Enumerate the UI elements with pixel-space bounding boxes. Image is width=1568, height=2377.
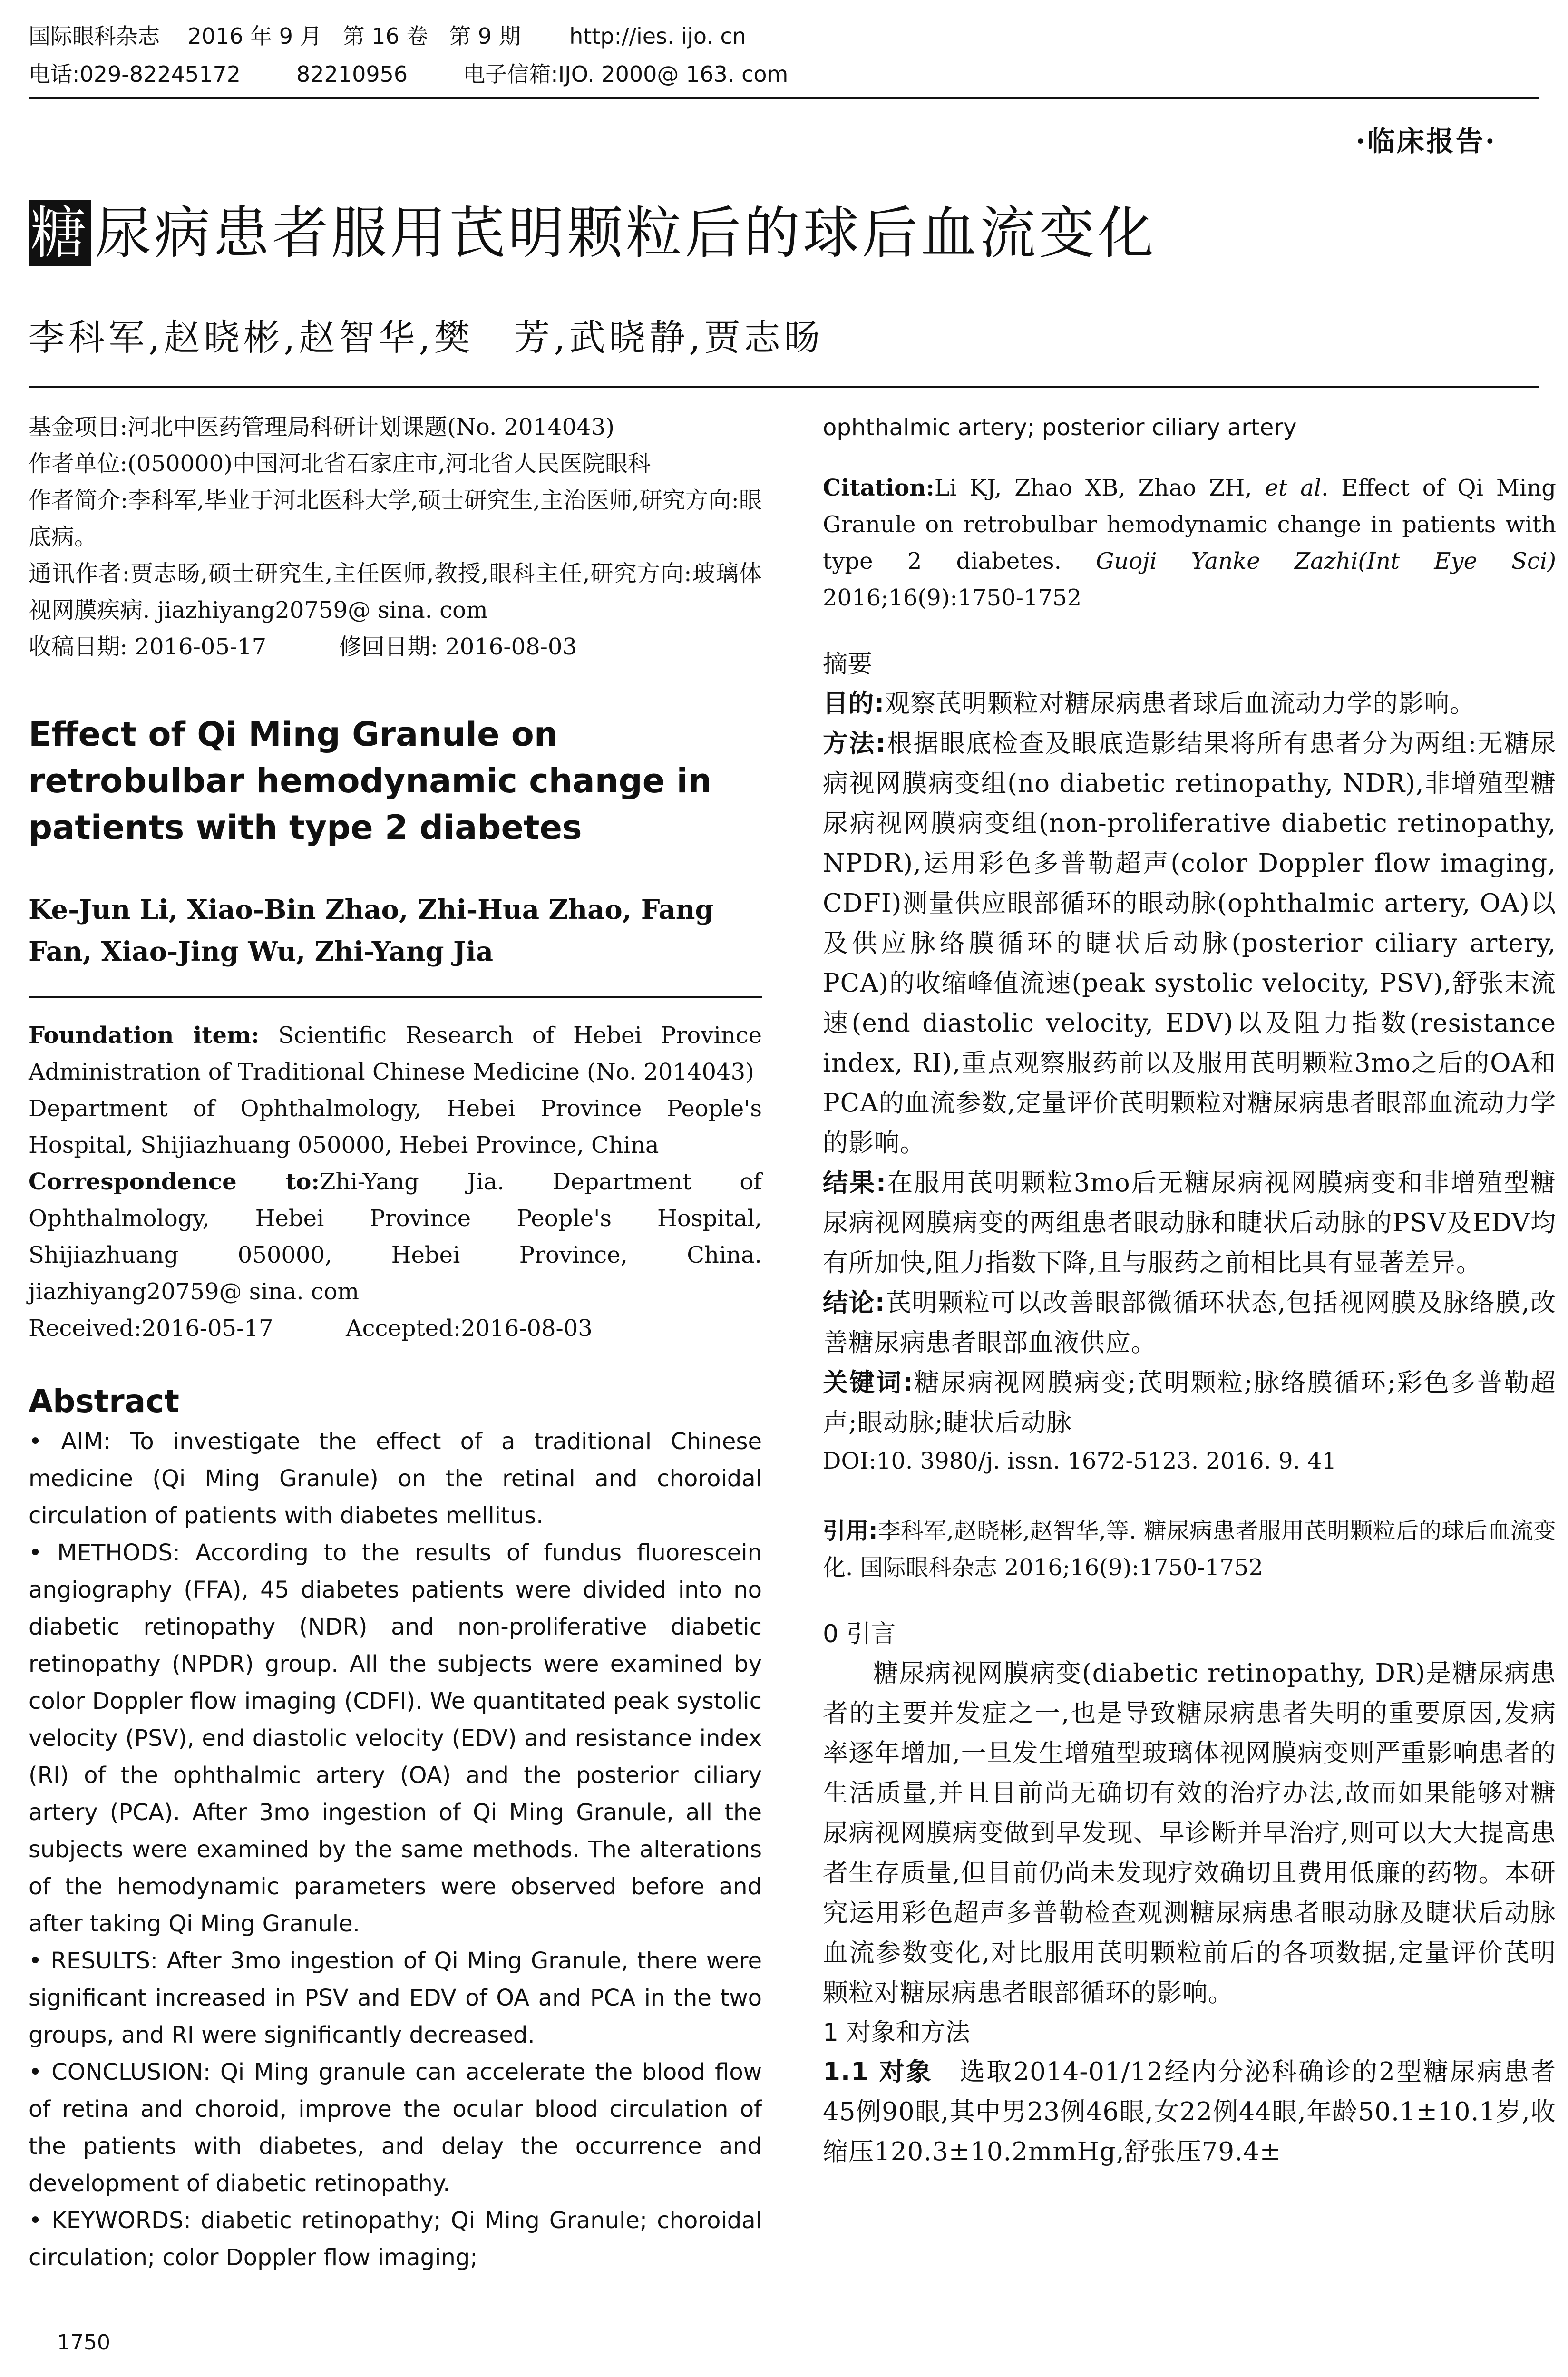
zh-keywords-text: 糖尿病视网膜病变;芪明颗粒;脉络膜循环;彩色多普勒超声;眼动脉;睫状后动脉 — [823, 1368, 1556, 1437]
doi: DOI:10. 3980/j. issn. 1672-5123. 2016. 9. 41 — [823, 1448, 1337, 1474]
correspondence-text: Zhi-Yang Jia. Department of Ophthalmology, Hebei Province People's Hospital, Shijiazhuang 050000, Hebei Province, China. jiazhiyang20759@ sina. com — [29, 1169, 762, 1305]
title-drop-cap: 糖 — [29, 200, 91, 266]
correspondence-label: Correspondence to: — [29, 1169, 320, 1195]
zh-aim-text: 观察芪明颗粒对糖尿病患者球后血流动力学的影响。 — [885, 689, 1476, 718]
journal-header-line1: 国际眼科杂志 2016 年 9 月 第 16 卷 第 9 期 http://ies. ijo. cn — [29, 23, 746, 49]
title-rest: 尿病患者服用芪明颗粒后的球后血流变化 — [95, 200, 1157, 266]
citation-journal: Guoji Yanke Zazhi(Int Eye Sci) — [1096, 548, 1557, 575]
foundation-label: Foundation item: — [29, 1022, 260, 1049]
authors-en-rule — [29, 996, 762, 998]
received-dates-cn: 收稿日期: 2016-05-17 修回日期: 2016-08-03 — [29, 633, 577, 660]
abstract-keywords: • KEYWORDS: diabetic retinopathy; Qi Ming Granule; choroidal circulation; color Doppler flow imaging; — [29, 2207, 762, 2271]
zh-results-text: 在服用芪明颗粒3mo后无糖尿病视网膜病变和非增殖型糖尿病视网膜病变的两组患者眼动脉和睫状后动脉的PSV及EDV均有所加快,阻力指数下降,且与服药之前相比具有显著差异。 — [823, 1169, 1557, 1277]
authors-cn: 李科军,赵晓彬,赵智华,樊 芳,武晓静,贾志旸 — [29, 316, 824, 359]
zh-keywords — [823, 1363, 1556, 1443]
zh-results — [823, 1163, 1556, 1283]
zh-aim — [823, 684, 1556, 724]
zh-keywords-label: 关键词: — [823, 1368, 914, 1397]
received-accepted: Received:2016-05-17 Accepted:2016-08-03 — [29, 1315, 593, 1342]
journal-header-line2: 电话:029-82245172 82210956 电子信箱:IJO. 2000@ 163. com — [29, 61, 789, 87]
foundation-item — [29, 1017, 762, 1091]
zh-conclusion — [823, 1283, 1556, 1363]
citation-text2: . Effect of Qi Ming Granule on retrobulbar hemodynamic change in patients with type 2 diabetes. — [823, 475, 1557, 575]
cite-cn-text: 李科军,赵晓彬,赵智华,等. 糖尿病患者服用芪明颗粒后的球后血流变化. 国际眼科杂志 2016;16(9):1750-1752 — [823, 1518, 1556, 1581]
citation-text: Li KJ, Zhao XB, Zhao ZH, — [934, 475, 1265, 501]
right-column — [823, 409, 1556, 2172]
citation-label: Citation: — [823, 475, 935, 501]
header-rule — [29, 97, 1539, 99]
intro-body: 糖尿病视网膜病变(diabetic retinopathy, DR)是糖尿病患者的主要并发症之一,也是导致糖尿病患者失明的重要原因,发病率逐年增加,一旦发生增殖型玻璃体视网膜病变则严重影响患者的生活质量,并且目前尚无确切有效的治疗办法,故而如果能够对糖尿病视网膜病变做到早发现、早诊断并早治疗,则可以大大提高患者生存质量,但目前仍尚未发现疗效确切且费用低廉的药物。本研究运用彩色超声多普勒检查观测糖尿病患者眼动脉及睫状后动脉血流参数变化,对比服用芪明颗粒前后的各项数据,定量评价芪明颗粒对糖尿病患者眼部循环的影响。 — [823, 1659, 1556, 2007]
title-en: Effect of Qi Ming Granule on retrobulbar hemodynamic change in patients with type 2 diabetes — [29, 715, 712, 847]
cite-cn-label: 引用: — [823, 1518, 878, 1544]
author-bio: 作者简介:李科军,毕业于河北医科大学,硕士研究生,主治医师,研究方向:眼底病。 — [29, 487, 762, 550]
zh-results-label: 结果: — [823, 1169, 887, 1198]
abstract-aim: • AIM: To investigate the effect of a traditional Chinese medicine (Qi Ming Granule) on the retinal and choroidal circulation of patients with diabetes mellitus. — [29, 1428, 762, 1529]
methods-subjects — [823, 2052, 1556, 2172]
fund-item: 基金项目:河北中医药管理局科研计划课题(No. 2014043) — [29, 414, 614, 440]
authors-rule — [29, 386, 1539, 388]
methods-heading: 1 对象和方法 — [823, 2018, 970, 2047]
zh-abstract-heading: 摘要 — [823, 650, 873, 679]
authors-en: Ke-Jun Li, Xiao-Bin Zhao, Zhi-Hua Zhao, Fang Fan, Xiao-Jing Wu, Zhi-Yang Jia — [29, 894, 714, 967]
page-title — [29, 200, 1157, 266]
affiliation: 作者单位:(050000)中国河北省石家庄市,河北省人民医院眼科 — [29, 450, 651, 477]
zh-methods — [823, 724, 1556, 1163]
intro-heading: 0 引言 — [823, 1620, 896, 1648]
methods-sub-label: 1.1 对象 — [823, 2057, 933, 2086]
zh-methods-label: 方法: — [823, 729, 886, 758]
citation-text3: 2016;16(9):1750-1752 — [823, 585, 1082, 611]
abstract-heading: Abstract — [29, 1383, 179, 1420]
methods-sub-text: 选取2014-01/12经内分泌科确诊的2型糖尿病患者45例90眼,其中男23例46眼,女22例44眼,年龄50.1±10.1岁,收缩压120.3±10.2mmHg,舒张压79.4± — [823, 2057, 1557, 2166]
abstract-results: • RESULTS: After 3mo ingestion of Qi Ming Granule, there were significant increased in PSV and EDV of OA and PCA in the two groups, and RI were significantly decreased. — [29, 1948, 762, 2048]
correspondence — [29, 1164, 762, 1310]
abstract-methods: • METHODS: According to the results of fundus fluorescein angiography (FFA), 45 diabetes patients were divided into no diabetic retinopathy (NDR) and non-proliferative diabetic retinopathy (NPDR) group. All the subjects were examined by color Doppler flow imaging (CDFI). We quantitated peak systolic velocity (PSV), end diastolic velocity (EDV) and resistance index (RI) of the ophthalmic artery (OA) and the posterior ciliary artery (PCA). After 3mo ingestion of Qi Ming Granule, all the subjects were examined by the same methods. The alterations of the hemodynamic parameters were observed before and after taking Qi Ming Granule. — [29, 1539, 762, 1937]
foundation-text: Scientific Research of Hebei Province Administration of Traditional Chinese Medicine (No. 2014043) — [29, 1022, 762, 1085]
zh-conclusion-text: 芪明颗粒可以改善眼部微循环状态,包括视网膜及脉络膜,改善糖尿病患者眼部血液供应。 — [823, 1288, 1556, 1357]
abstract-keywords-cont: ophthalmic artery; posterior ciliary artery — [823, 414, 1297, 441]
abstract-conclusion: • CONCLUSION: Qi Ming granule can accelerate the blood flow of retina and choroid, improve the ocular blood circulation of the patients with diabetes, and delay the occurrence and development of diabetic retinopathy. — [29, 2059, 762, 2197]
zh-methods-text: 根据眼底检查及眼底造影结果将所有患者分为两组:无糖尿病视网膜病变组(no diabetic retinopathy, NDR),非增殖型糖尿病视网膜病变组(non-proliferative diabetic retinopathy, NPDR),运用彩色多普勒超声(color Doppler flow imaging, CDFI)测量供应眼部循环的眼动脉(ophthalmic artery, OA)以及供应脉络膜循环的睫状后动脉(posterior ciliary artery, PCA)的收缩峰值流速(peak systolic velocity, PSV),舒张末流速(end diastolic velocity, EDV)以及阻力指数(resistance index, RI),重点观察服药前以及服用芪明颗粒3mo之后的OA和PCA的血流参数,定量评价芪明颗粒对糖尿病患者眼部血流动力学的影响。 — [823, 729, 1556, 1158]
citation-etal: et al — [1265, 475, 1322, 501]
page-number: 1750 — [57, 2330, 110, 2355]
corresponding-author: 通讯作者:贾志旸,硕士研究生,主任医师,教授,眼科主任,研究方向:玻璃体视网膜疾病. jiazhiyang20759@ sina. com — [29, 560, 762, 623]
zh-aim-label: 目的: — [823, 689, 885, 718]
zh-conclusion-label: 结论: — [823, 1288, 886, 1317]
left-column — [29, 409, 762, 2276]
citation — [823, 470, 1556, 616]
section-tag: ·临床报告· — [1355, 125, 1497, 157]
department: Department of Ophthalmology, Hebei Province People's Hospital, Shijiazhuang 050000, Hebei Province, China — [29, 1095, 762, 1159]
cite-cn — [823, 1513, 1556, 1586]
